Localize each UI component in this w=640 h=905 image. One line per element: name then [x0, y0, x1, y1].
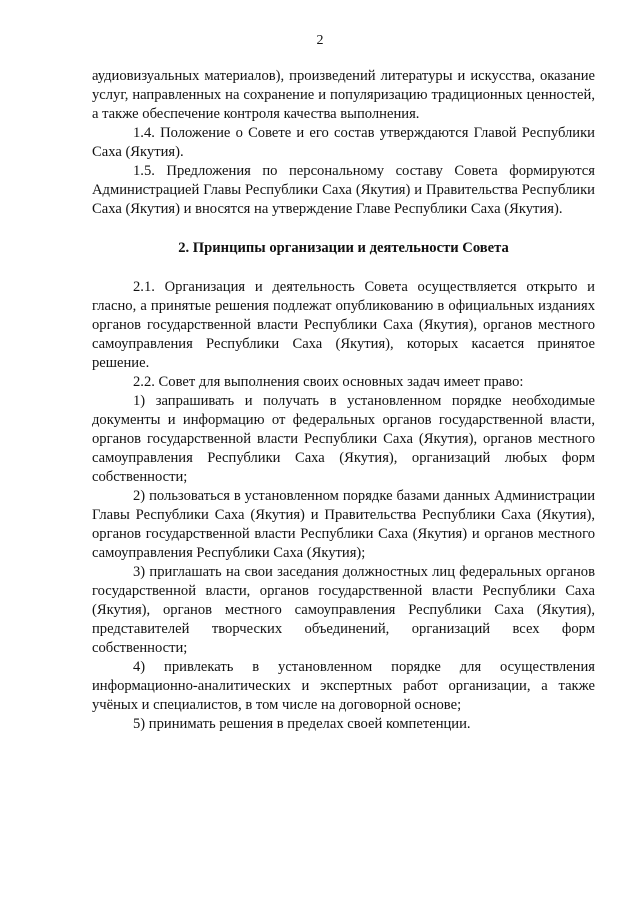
- page-number: 2: [316, 33, 324, 48]
- paragraph-2-2: 2.2. Совет для выполнения своих основных задач имеет право:: [133, 374, 524, 390]
- list-item-1: 1) запрашивать и получать в установленном порядке необходимые документы и информацию от федеральных органов государственной власти, органов государственной власти Республики Саха (Якутия), органов местного самоуправления Республики Саха (Якутия), организаций любых форм собственности;: [92, 393, 595, 485]
- list-item-4: 4) привлекать в установленном порядке для осуществления информационно-аналитических и экспертных работ организации, а также учёных и специалистов, в том числе на договорной основе;: [92, 659, 595, 713]
- paragraph-1-4: 1.4. Положение о Совете и его состав утверждаются Главой Республики Саха (Якутия).: [92, 125, 595, 160]
- paragraph-continuation: аудиовизуальных материалов), произведений литературы и искусства, оказание услуг, направленных на сохранение и популяризацию традиционных ценностей, а также обеспечение контроля качества выполнения.: [92, 68, 595, 122]
- paragraph-2-1: 2.1. Организация и деятельность Совета осуществляется открыто и гласно, а принятые решения подлежат опубликованию в официальных изданиях органов государственной власти Республики Саха (Якутия), органов местного самоуправления Республики Саха (Якутия), которых касается принятое решение.: [92, 279, 595, 371]
- document-body: [92, 67, 595, 734]
- section-title: 2. Принципы организации и деятельности Совета: [178, 240, 509, 256]
- list-item-5: 5) принимать решения в пределах своей компетенции.: [133, 716, 471, 732]
- list-item-3: 3) приглашать на свои заседания должностных лиц федеральных органов государственной власти, органов государственной власти Республики Саха (Якутия), органов местного самоуправления Республики Саха (Якутия), представителей творческих объединений, организаций всех форм собственности;: [92, 564, 595, 656]
- list-item-2: 2) пользоваться в установленном порядке базами данных Администрации Главы Республики Саха (Якутия) и Правительства Республики Саха (Якутия), органов государственной власти Республики Саха (Якутия) и органов местного самоуправления Республики Саха (Якутия);: [92, 488, 595, 561]
- paragraph-1-5: 1.5. Предложения по персональному составу Совета формируются Администрацией Главы Республики Саха (Якутия) и Правительства Республики Саха (Якутия) и вносятся на утверждение Главе Республики Саха (Якутия).: [92, 163, 595, 217]
